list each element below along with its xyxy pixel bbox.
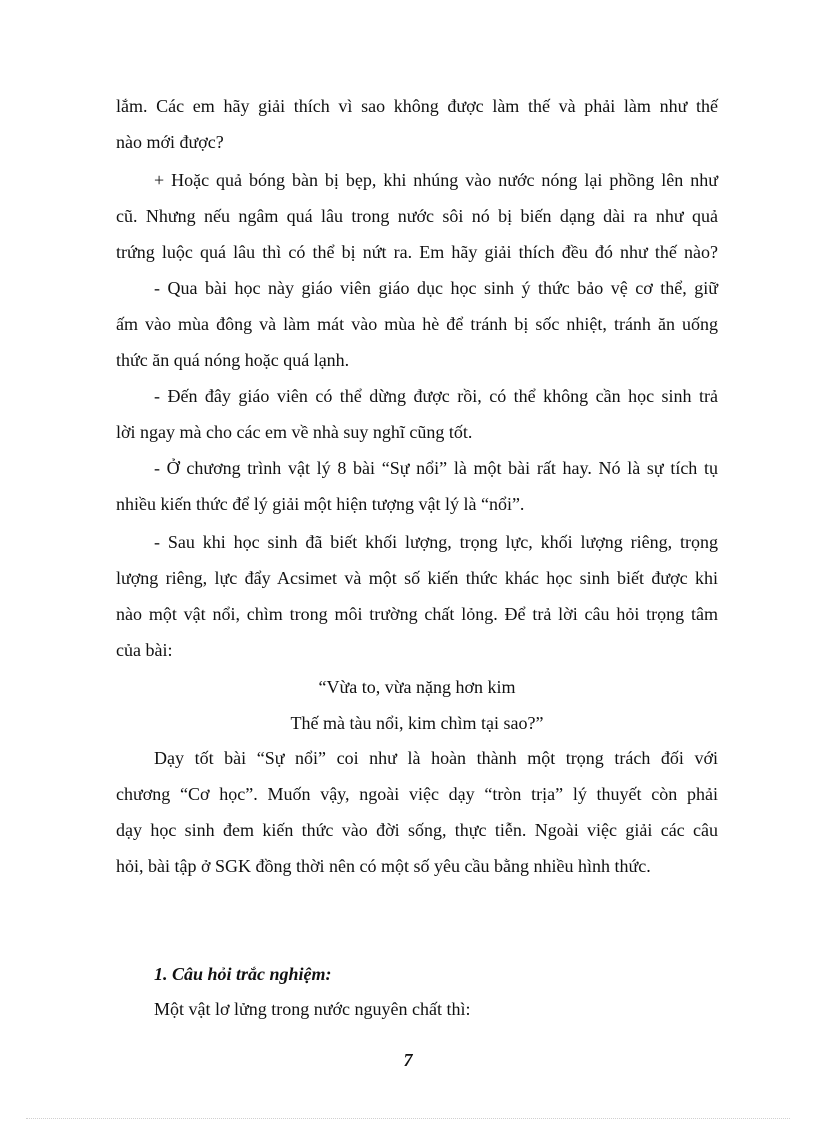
body-line: của bài: bbox=[116, 640, 173, 660]
poem-line: “Vừa to, vừa nặng hơn kim bbox=[318, 677, 516, 697]
body-line: nào mới được? bbox=[116, 132, 224, 152]
body-line: hỏi, bài tập ở SGK đồng thời nên có một số yêu cầu bằng nhiều hình thức. bbox=[116, 856, 651, 876]
poem-line: Thế mà tàu nổi, kim chìm tại sao?” bbox=[290, 713, 544, 733]
body-line: nào một vật nổi, chìm trong môi trường chất lỏng. Để trả lời câu hỏi trọng tâm bbox=[116, 604, 718, 624]
section-heading: 1. Câu hỏi trắc nghiệm: bbox=[154, 964, 332, 984]
body-line: - Sau khi học sinh đã biết khối lượng, trọng lực, khối lượng riêng, trọng bbox=[154, 532, 718, 552]
body-line: lời ngay mà cho các em về nhà suy nghĩ cũng tốt. bbox=[116, 422, 473, 442]
body-line: thức ăn quá nóng hoặc quá lạnh. bbox=[116, 350, 350, 370]
body-line: - Đến đây giáo viên có thể dừng được rồi, có thể không cần học sinh trả bbox=[154, 386, 718, 406]
page-number: 7 bbox=[403, 1050, 413, 1070]
body-line: - Ở chương trình vật lý 8 bài “Sự nổi” là một bài rất hay. Nó là sự tích tụ bbox=[154, 458, 718, 478]
body-line: trứng luộc quá lâu thì có thể bị nứt ra. Em hãy giải thích đều đó như thế nào? bbox=[116, 242, 718, 262]
body-line: cũ. Nhưng nếu ngâm quá lâu trong nước sôi nó bị biến dạng dài ra như quả bbox=[116, 206, 718, 226]
body-line: - Qua bài học này giáo viên giáo dục học sinh ý thức bảo vệ cơ thể, giữ bbox=[154, 278, 718, 298]
question-line: Một vật lơ lửng trong nước nguyên chất thì: bbox=[154, 999, 471, 1019]
body-line: Dạy tốt bài “Sự nổi” coi như là hoàn thành một trọng trách đối với bbox=[154, 748, 718, 768]
body-line: lắm. Các em hãy giải thích vì sao không được làm thế và phải làm như thế bbox=[116, 96, 718, 116]
body-line: ấm vào mùa đông và làm mát vào mùa hè để tránh bị sốc nhiệt, tránh ăn uống bbox=[116, 314, 718, 334]
body-line: nhiều kiến thức để lý giải một hiện tượng vật lý là “nổi”. bbox=[116, 494, 525, 514]
body-line: lượng riêng, lực đẩy Acsimet và một số kiến thức khác học sinh biết được khi bbox=[116, 568, 718, 588]
body-line: chương “Cơ học”. Muốn vậy, ngoài việc dạy “tròn trịa” lý thuyết còn phải bbox=[116, 784, 718, 804]
body-line: dạy học sinh đem kiến thức vào đời sống, thực tiễn. Ngoài việc giải các câu bbox=[116, 820, 718, 840]
page-bottom-divider bbox=[26, 1118, 790, 1119]
body-line: + Hoặc quả bóng bàn bị bẹp, khi nhúng vào nước nóng lại phồng lên như bbox=[154, 170, 718, 190]
